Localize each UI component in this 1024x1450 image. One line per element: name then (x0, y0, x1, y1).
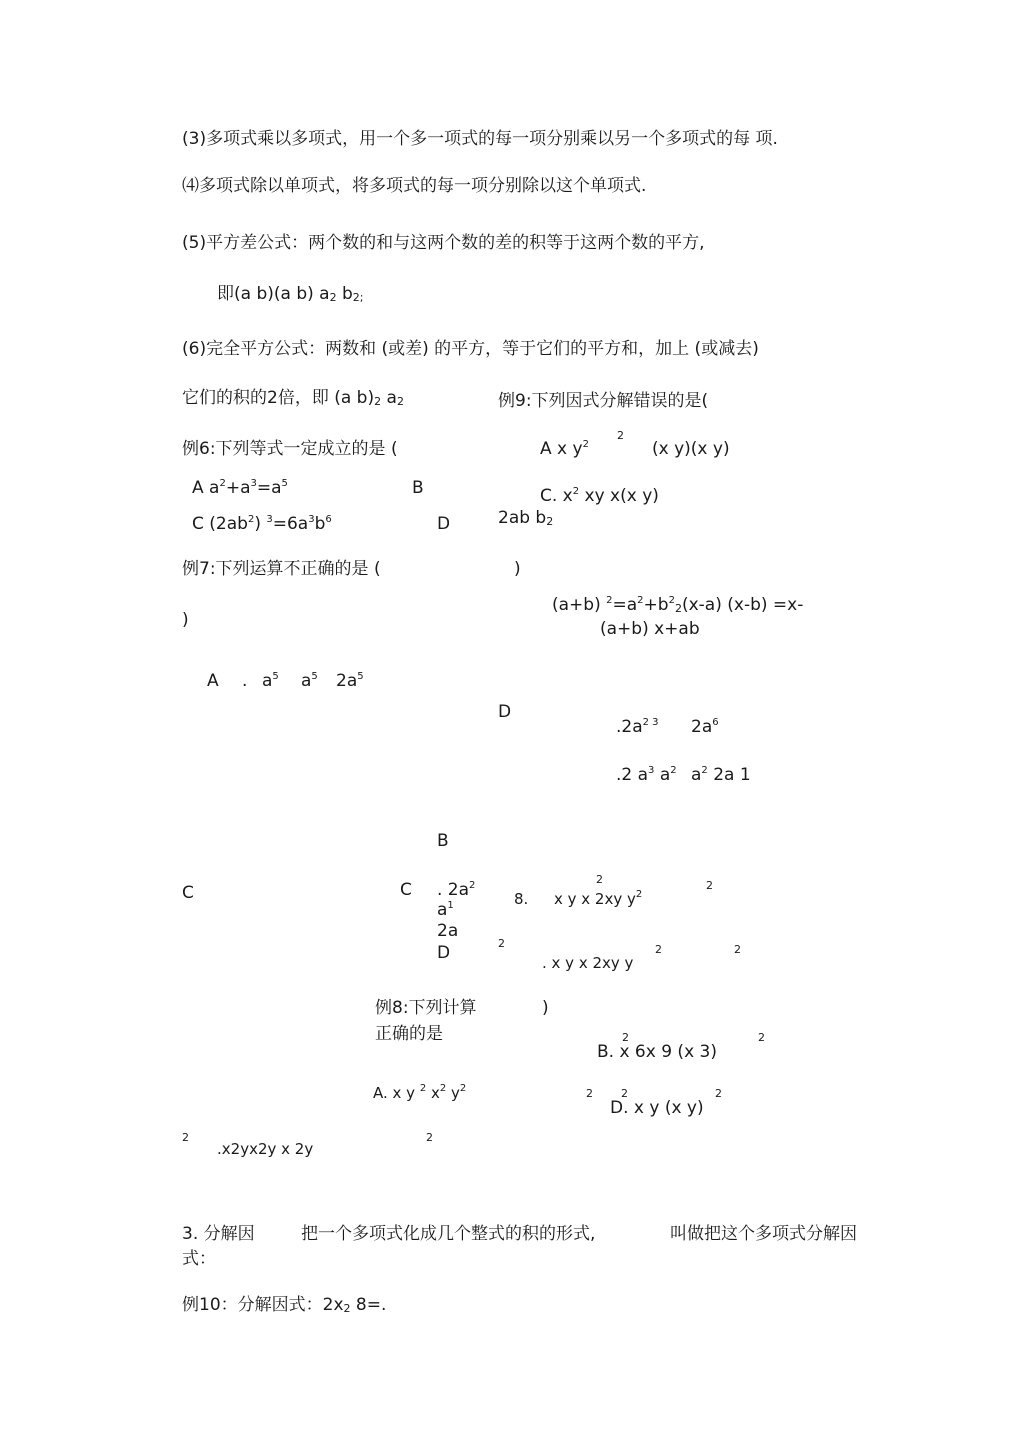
example-7-option-d-line-2: .2 $a^3$ $a^2$ (616, 765, 677, 785)
example-7-close: ) (514, 559, 521, 579)
example-7-option-d-line-2b: $a^2$ 2a 1 (691, 765, 751, 785)
example-8-option-d-sup-2: 2 (621, 1087, 628, 1100)
example-7-option-a-t1: $a^5$ (262, 671, 279, 691)
example-10: 例10：分解因式：$2x_2$ 8=. (182, 1295, 387, 1315)
line-6: (6)完全平方公式：两数和 (或差) 的平方，等于它们的平方和，加上 (或减去) (182, 339, 759, 359)
line-5: (5)平方差公式：两个数的和与这两个数的差的积等于这两个数的平方, (182, 233, 705, 253)
example-8-option-d-right: 2 (715, 1087, 722, 1100)
example-6-option-b: B (412, 478, 424, 498)
example-8-title-close: ) (542, 998, 549, 1018)
example-8-line-2-sup: 2 (655, 943, 662, 956)
example-8-d-sup: 2 (498, 937, 505, 950)
example-6-option-a: A $a^2+a^3=a^5$ (192, 478, 288, 498)
example-7-option-d-line-1: $.2a^{2 3}$ (616, 717, 659, 737)
example-8-line-2: . x y x 2xy y (542, 954, 634, 972)
example-7-option-c2-label: C (400, 880, 412, 900)
example-6-bd-line-2: (a+b) x+ab (600, 619, 700, 639)
section-3-definition: 把一个多项式化成几个整式的积的形式, (301, 1224, 596, 1244)
line-6-formula: 它们的积的2倍，即 (a $b)_2$ $a_2$ (182, 388, 404, 408)
example-6-option-d: D (437, 514, 451, 534)
example-9-2ab: 2ab $b_2$ (498, 508, 554, 528)
example-6-title: 例6:下列等式一定成立的是 ( (182, 439, 398, 459)
example-8-option-c: .x2yx2y x 2y (217, 1140, 314, 1158)
example-7-option-c-label: C (182, 883, 194, 903)
example-6-bd-line-1: (a+b) $^2=a^2+b^2_2(x-a)$ (x-b) =x- (552, 595, 804, 615)
example-9-option-a-rhs: (x y)(x y) (652, 439, 730, 459)
example-9-option-c: C. $x^2$ xy x(x y) (540, 486, 659, 506)
section-3-definition-end: 叫做把这个多项式分解因 (670, 1224, 857, 1244)
example-7-option-a-dot: . (242, 671, 248, 691)
example-7-option-a-t3: $2a^5$ (336, 671, 364, 691)
example-8-option-a: A. x y $^2$ $x^2$ $y^2$ (373, 1083, 467, 1102)
line-4: ⑷多项式除以单项式，将多项式的每一项分别除以这个单项式. (182, 176, 647, 196)
example-8-sup-top: 2 (596, 873, 603, 886)
example-7-option-c2-a: $a^1$ (437, 900, 454, 920)
example-7-option-c2-d: D (437, 943, 451, 963)
line-5-formula: 即(a b)(a b) $a_2$ $b_{2;}$ (217, 284, 364, 304)
example-8-title-2: 正确的是 (375, 1024, 443, 1044)
example-8-title: 例8:下列计算 (375, 998, 477, 1018)
example-6-option-c: C $(2ab^2)$ $^3=6a^3b^6$ (192, 514, 332, 534)
example-7-option-d-line-1b: $2a^6$ (691, 717, 719, 737)
example-7-title: 例7:下列运算不正确的是 ( (182, 559, 381, 579)
example-8-line-1-right: 2 (706, 879, 713, 892)
example-7-option-c2-expr: . $2a^2$ (437, 880, 476, 900)
example-8-option-c-right: 2 (426, 1131, 433, 1144)
example-8-option-b-sup: 2 (622, 1031, 629, 1044)
example-7-option-c2-2a: 2a (437, 921, 459, 941)
example-8-option-b-right: 2 (758, 1031, 765, 1044)
section-3-heading: 3. 分解因 (182, 1224, 255, 1244)
example-7-option-a-label: A (207, 671, 219, 691)
example-7-option-b-label: B (437, 831, 449, 851)
example-7-option-d-label: D (498, 702, 512, 722)
example-8-option-d-sup-1: 2 (586, 1087, 593, 1100)
section-3-definition-wrap: 式： (182, 1249, 216, 1269)
example-9-sup: 2 (617, 429, 624, 442)
example-8-number: 8. (514, 890, 529, 908)
example-8-line-1: x y x 2xy $y^2$ (554, 889, 643, 908)
example-8-option-b: B. x 6x 9 (x 3) (597, 1042, 717, 1062)
line-3: (3)多项式乘以多项式，用一个多一项式的每一项分别乘以另一个多项式的每 项. (182, 129, 778, 149)
example-7-paren: ) (182, 610, 189, 630)
example-9-title: 例9:下列因式分解错误的是( (498, 391, 709, 411)
example-9-option-a: A x $y^2$ (540, 439, 589, 459)
example-7-option-a-t2: $a^5$ (301, 671, 318, 691)
example-8-option-d: D. x y (x y) (610, 1098, 704, 1118)
example-8-line-2-right: 2 (734, 943, 741, 956)
example-8-option-c-sup: 2 (182, 1131, 189, 1144)
